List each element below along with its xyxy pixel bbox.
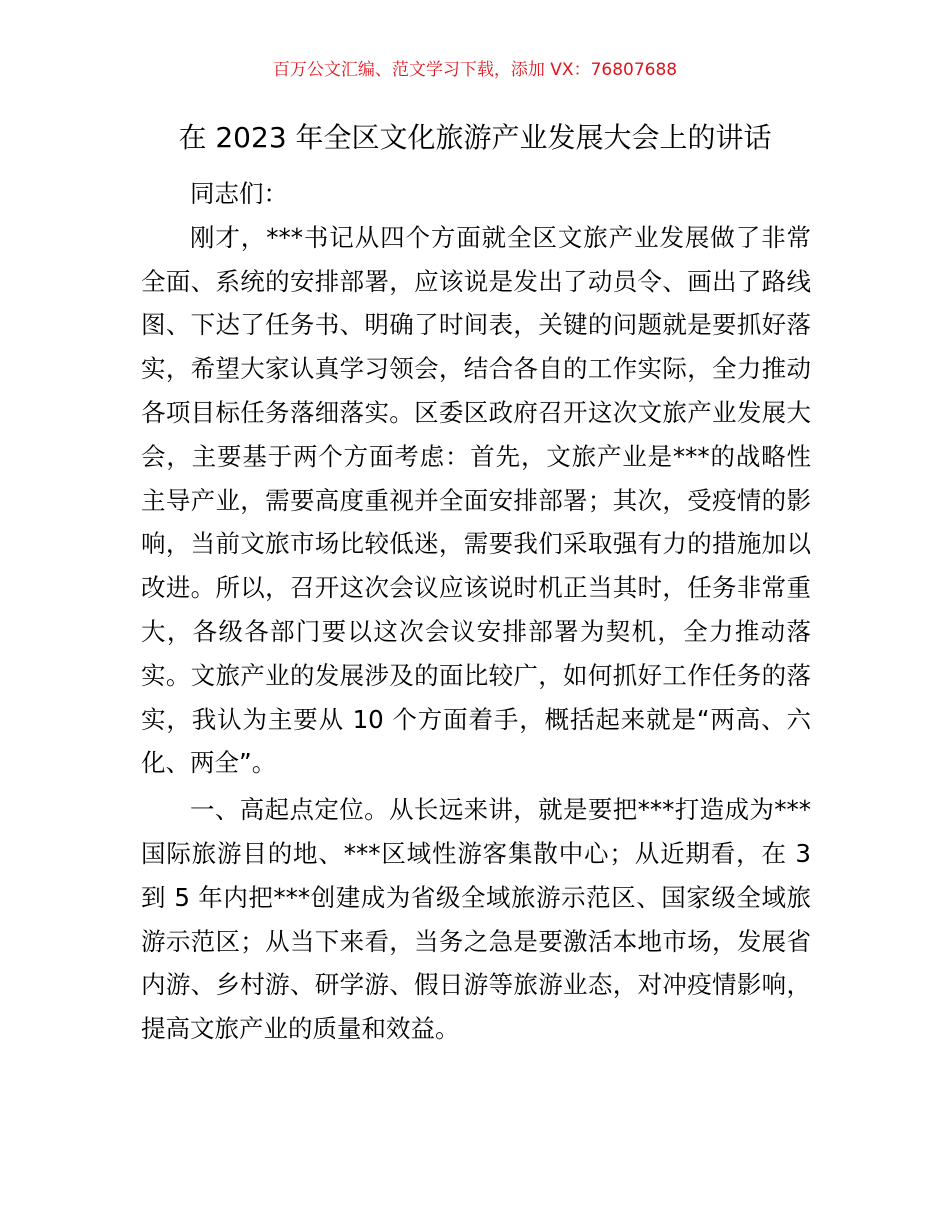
text-line: 图、下达了任务书、明确了时间表，关键的问题就是要抓好落 (141, 310, 811, 340)
paragraph-gap (141, 1051, 811, 1054)
text-line: 响，当前文旅市场比较低迷，需要我们采取强有力的措施加以 (141, 529, 811, 559)
text-line: 国际旅游目的地、***区域性游客集散中心；从近期看，在 3 (141, 838, 811, 868)
document-body (141, 172, 811, 1054)
paragraph (141, 788, 811, 1051)
text-line: 到 5 年内把***创建成为省级全域旅游示范区、国家级全域旅 (141, 882, 811, 912)
document-title: 在 2023 年全区文化旅游产业发展大会上的讲话 (178, 121, 772, 154)
text-line: 会，主要基于两个方面考虑：首先，文旅产业是***的战略性 (141, 441, 811, 471)
text-line: 实，希望大家认真学习领会，结合各自的工作实际，全力推动 (141, 354, 811, 384)
text-line: 一、高起点定位。从长远来讲，就是要把***打造成为*** (190, 795, 811, 825)
text-line: 实。文旅产业的发展涉及的面比较广，如何抓好工作任务的落 (141, 660, 811, 690)
text-line: 化、两全”。 (141, 748, 277, 778)
text-line: 提高文旅产业的质量和效益。 (141, 1014, 460, 1044)
text-line: 大，各级各部门要以这次会议安排部署为契机，全力推动落 (141, 616, 811, 646)
text-line: 内游、乡村游、研学游、假日游等旅游业态，对冲疫情影响， (141, 970, 811, 1000)
text-line: 各项目标任务落细落实。区委区政府召开这次文旅产业发展大 (141, 397, 811, 427)
text-line: 全面、系统的安排部署，应该说是发出了动员令、画出了路线 (141, 266, 811, 296)
watermark-header: 百万公文汇编、范文学习下载，添加 VX：76807688 (272, 60, 678, 80)
text-line: 主导产业，需要高度重视并全面安排部署；其次，受疫情的影 (141, 485, 811, 515)
text-line: 改进。所以，召开这次会议应该说时机正当其时，任务非常重 (141, 573, 811, 603)
text-line: 实，我认为主要从 10 个方面着手，概括起来就是“两高、六 (141, 704, 811, 734)
paragraph (141, 216, 811, 785)
text-line: 同志们： (190, 179, 288, 208)
paragraph (141, 172, 811, 216)
text-line: 刚才，***书记从四个方面就全区文旅产业发展做了非常 (190, 222, 811, 252)
text-line: 游示范区；从当下来看，当务之急是要激活本地市场，发展省 (141, 926, 811, 956)
